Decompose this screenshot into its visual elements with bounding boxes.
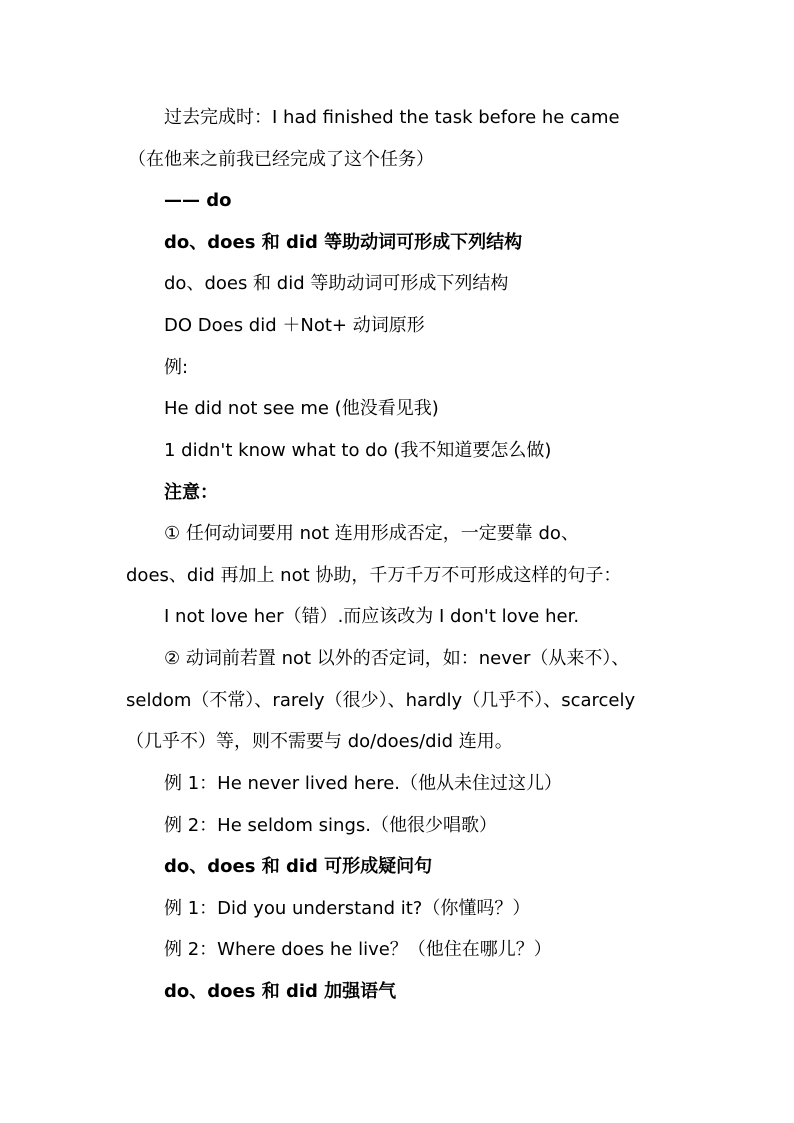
text-line-example-1: He did not see me (他没看见我) <box>164 398 439 419</box>
note-heading: 注意： <box>164 482 218 503</box>
note-2-line-1: ② 动词前若置 not 以外的否定词，如：never（从来不）、 <box>164 648 630 669</box>
text-line-translation: （在他来之前我已经完成了这个任务） <box>128 149 434 170</box>
note-1-example: I not love her（错）.而应该改为 I don't love her. <box>164 606 580 627</box>
section-heading-emphasis: do、does 和 did 加强语气 <box>164 981 397 1002</box>
note-1-line-2: does、did 再加上 not 协助，千万千万不可形成这样的句子： <box>126 565 622 586</box>
note-2-line-2: seldom（不常）、rarely（很少）、hardly（几乎不）、scarcely <box>126 690 636 711</box>
note-2-example-2: 例 2：He seldom sings.（他很少唱歌） <box>164 815 497 836</box>
section-heading-structures: do、does 和 did 等助动词可形成下列结构 <box>164 232 523 253</box>
text-line-structures: do、does 和 did 等助动词可形成下列结构 <box>164 273 509 294</box>
text-line-example-label: 例: <box>164 357 189 378</box>
question-example-1: 例 1：Did you understand it?（你懂吗？） <box>164 898 531 919</box>
section-heading-questions: do、does 和 did 可形成疑问句 <box>164 856 433 877</box>
text-line-example-2: 1 didn't know what to do (我不知道要怎么做) <box>164 440 552 461</box>
question-example-2: 例 2：Where does he live？（他住在哪儿？） <box>164 939 552 960</box>
note-2-example-1: 例 1：He never lived here.（他从未住过这儿） <box>164 773 562 794</box>
text-line-past-perfect: 过去完成时：I had finished the task before he came <box>164 107 620 128</box>
note-1-line-1: ① 任何动词要用 not 连用形成否定，一定要靠 do、 <box>164 523 579 544</box>
note-2-line-3: （几乎不）等，则不需要与 do/does/did 连用。 <box>126 731 513 752</box>
text-line-formula: DO Does did ＋Not+ 动词原形 <box>164 315 425 336</box>
section-heading-do: —— do <box>164 190 232 211</box>
